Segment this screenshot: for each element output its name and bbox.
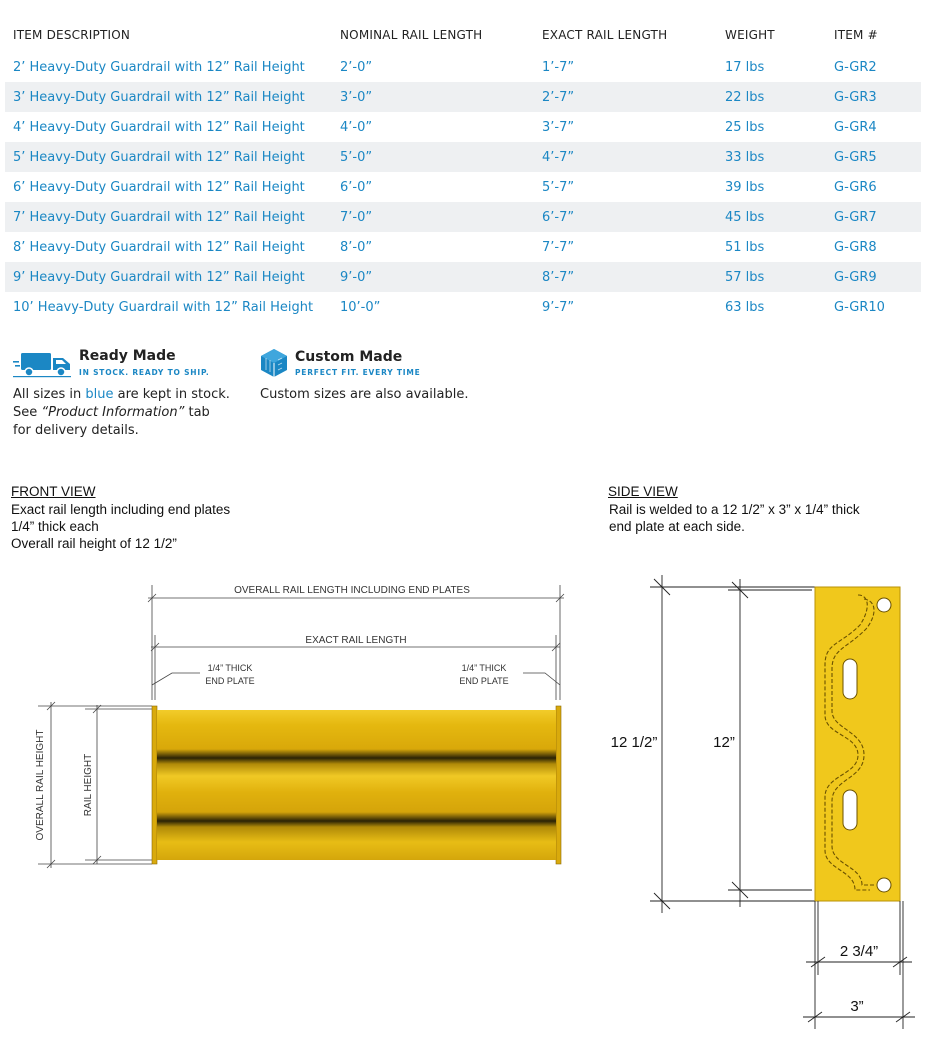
spec-table — [5, 18, 921, 322]
col-header-exact-length: EXACT RAIL LENGTH — [542, 28, 668, 42]
cell-description[interactable]: 7’ Heavy-Duty Guardrail with 12” Rail Height — [5, 202, 332, 232]
top-bolt-hole — [877, 598, 891, 612]
upper-slot — [843, 659, 857, 699]
front-view-line: Overall rail height of 12 1/2” — [11, 536, 177, 551]
cell-item-number: G-GR6 — [834, 179, 877, 195]
cell-description[interactable]: 6’ Heavy-Duty Guardrail with 12” Rail Height — [13, 179, 305, 195]
cell-exact-length: 5’-7” — [542, 179, 575, 195]
bottom-bolt-hole — [877, 878, 891, 892]
cell-description[interactable]: 2’ Heavy-Duty Guardrail with 12” Rail Height — [13, 59, 305, 75]
overall-length-label: OVERALL RAIL LENGTH INCLUDING END PLATES — [234, 585, 470, 596]
cell-exact-length: 3’-7” — [542, 119, 575, 135]
cell-exact-length: 9’-7” — [542, 299, 575, 315]
side-inner-width-label: 2 3/4” — [839, 943, 879, 960]
table-row — [5, 82, 921, 112]
side-rail-height-label: 12” — [713, 734, 735, 751]
cell-exact-length: 4’-7” — [534, 142, 717, 172]
side-end-plate — [815, 587, 900, 901]
cell-item-number: G-GR9 — [826, 262, 921, 292]
cell-item-number: G-GR5 — [826, 142, 921, 172]
cell-nominal-length: 5’-0” — [332, 142, 534, 172]
cell-weight: 22 lbs — [717, 82, 826, 112]
product-information-tab-link[interactable]: “Product Information” — [41, 405, 185, 420]
col-header-description: ITEM DESCRIPTION — [13, 28, 131, 42]
cell-item-number: G-GR3 — [826, 82, 921, 112]
cell-exact-length: 1’-7” — [542, 59, 575, 75]
table-row — [5, 142, 921, 172]
custom-made-text: Custom sizes are also available. — [260, 387, 469, 402]
cell-item-number: G-GR4 — [834, 119, 877, 135]
cell-weight: 39 lbs — [725, 179, 765, 195]
left-end-plate — [152, 706, 157, 864]
right-end-plate-label-1: 1/4” THICK — [461, 663, 507, 673]
side-view-title: SIDE VIEW — [608, 484, 678, 499]
cell-description[interactable]: 10’ Heavy-Duty Guardrail with 12” Rail Height — [13, 299, 314, 315]
custom-made-title: Custom Made — [295, 349, 403, 365]
right-end-plate-label-2: END PLATE — [459, 676, 509, 686]
delivery-truck-icon — [13, 350, 73, 378]
cell-nominal-length: 3’-0” — [332, 82, 534, 112]
cell-weight: 63 lbs — [725, 299, 765, 315]
height-dimensions — [38, 702, 155, 868]
cell-weight: 45 lbs — [717, 202, 826, 232]
col-header-nominal-length: NOMINAL RAIL LENGTH — [340, 28, 483, 42]
cell-nominal-length: 7’-0” — [332, 202, 534, 232]
cell-description[interactable]: 5’ Heavy-Duty Guardrail with 12” Rail Height — [5, 142, 332, 172]
cell-nominal-length: 6’-0” — [340, 179, 373, 195]
table-row — [5, 262, 921, 292]
cell-exact-length: 6’-7” — [534, 202, 717, 232]
cell-weight: 17 lbs — [725, 59, 765, 75]
cell-nominal-length: 2’-0” — [340, 59, 373, 75]
right-end-plate — [556, 706, 561, 864]
cell-exact-length: 2’-7” — [534, 82, 717, 112]
ready-made-line3: for delivery details. — [13, 423, 139, 438]
ready-made-subtitle: IN STOCK. READY TO SHIP. — [79, 368, 210, 377]
side-view-line: Rail is welded to a 12 1/2” x 3” x 1/4” thick — [609, 502, 860, 517]
cell-nominal-length: 9’-0” — [332, 262, 534, 292]
cube-icon — [260, 348, 288, 378]
rail-height-label: RAIL HEIGHT — [83, 753, 94, 817]
side-view-drawing — [600, 565, 930, 1035]
cell-description[interactable]: 4’ Heavy-Duty Guardrail with 12” Rail Height — [13, 119, 305, 135]
side-view-line: end plate at each side. — [609, 519, 745, 534]
cell-exact-length: 8’-7” — [534, 262, 717, 292]
table-row — [5, 172, 921, 202]
front-view-description — [11, 501, 230, 552]
guardrail-body — [157, 710, 556, 860]
cell-item-number: G-GR10 — [834, 299, 885, 315]
front-view-title: FRONT VIEW — [11, 484, 96, 499]
ready-made-line1: All sizes in blue are kept in stock. — [13, 387, 230, 402]
front-view-line: 1/4” thick each — [11, 519, 99, 534]
table-row — [5, 292, 921, 322]
ready-made-title: Ready Made — [79, 348, 176, 364]
left-end-plate-label-1: 1/4” THICK — [207, 663, 253, 673]
cell-description[interactable]: 9’ Heavy-Duty Guardrail with 12” Rail Height — [5, 262, 332, 292]
table-row — [5, 112, 921, 142]
cell-nominal-length: 10’-0” — [340, 299, 381, 315]
col-header-item-number: ITEM # — [834, 28, 878, 42]
cell-description[interactable]: 3’ Heavy-Duty Guardrail with 12” Rail Height — [5, 82, 332, 112]
side-view-description — [609, 501, 860, 535]
side-overall-height-label: 12 1/2” — [610, 734, 658, 751]
cell-item-number: G-GR8 — [834, 239, 877, 255]
table-row — [5, 202, 921, 232]
left-end-plate-label-2: END PLATE — [205, 676, 255, 686]
front-view-drawing — [0, 560, 590, 880]
ready-made-text — [13, 386, 253, 440]
cell-weight: 51 lbs — [725, 239, 765, 255]
ready-made-line2: See “Product Information” tab — [13, 405, 210, 420]
col-header-weight: WEIGHT — [725, 28, 775, 42]
cell-weight: 33 lbs — [717, 142, 826, 172]
table-row — [5, 52, 921, 82]
cell-description[interactable]: 8’ Heavy-Duty Guardrail with 12” Rail Height — [13, 239, 305, 255]
side-width-label: 3” — [850, 998, 864, 1015]
cell-weight: 57 lbs — [717, 262, 826, 292]
stock-color-word: blue — [85, 387, 114, 402]
lower-slot — [843, 790, 857, 830]
cell-exact-length: 7’-7” — [542, 239, 575, 255]
table-row — [5, 232, 921, 262]
front-view-line: Exact rail length including end plates — [11, 502, 231, 517]
table-header-row — [5, 18, 921, 52]
cell-item-number: G-GR2 — [834, 59, 877, 75]
custom-made-subtitle: PERFECT FIT. EVERY TIME — [295, 368, 421, 377]
cell-item-number: G-GR7 — [826, 202, 921, 232]
cell-nominal-length: 8’-0” — [340, 239, 373, 255]
cell-nominal-length: 4’-0” — [340, 119, 373, 135]
overall-height-label: OVERALL RAIL HEIGHT — [35, 729, 46, 841]
cell-weight: 25 lbs — [725, 119, 765, 135]
exact-length-label: EXACT RAIL LENGTH — [305, 635, 407, 646]
